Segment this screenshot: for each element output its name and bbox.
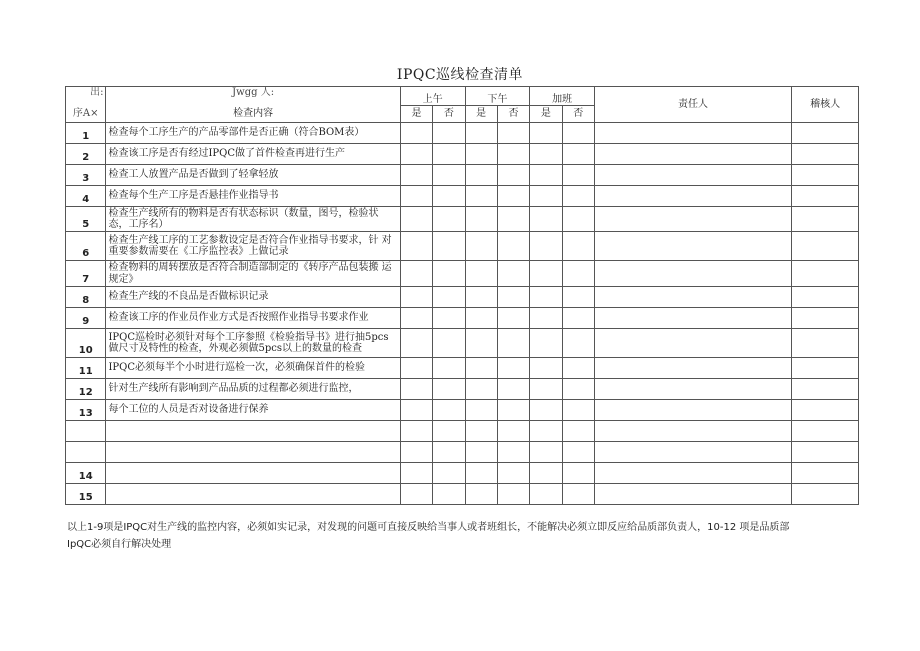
morning-no-cell[interactable] (433, 186, 465, 207)
auditor-cell[interactable] (792, 400, 859, 421)
afternoon-no-cell[interactable] (497, 400, 529, 421)
afternoon-no-header: 否 (497, 106, 529, 123)
overtime-no-cell[interactable] (562, 261, 594, 287)
overtime-yes-cell[interactable] (530, 463, 562, 484)
check-item (106, 484, 400, 505)
table-row (66, 207, 859, 232)
overtime-no-cell[interactable] (562, 421, 594, 442)
check-item: 检查该工序的作业员作业方式是否按照作业指导书要求作业 (106, 308, 400, 329)
inspection-table (65, 86, 859, 505)
auditor-cell[interactable] (792, 379, 859, 400)
afternoon-yes-cell[interactable] (465, 463, 497, 484)
morning-no-cell[interactable] (433, 232, 465, 261)
auditor-cell[interactable] (792, 421, 859, 442)
row-number (66, 421, 106, 442)
afternoon-no-cell[interactable] (497, 379, 529, 400)
row-number: 2 (66, 144, 106, 165)
jwgg-label: Jwgg 人: (106, 87, 400, 106)
overtime-header: 加班 (530, 87, 595, 106)
overtime-yes-cell[interactable] (530, 442, 562, 463)
row-number: 15 (66, 484, 106, 505)
afternoon-no-cell[interactable] (497, 287, 529, 308)
morning-yes-cell[interactable] (400, 144, 432, 165)
row-number: 3 (66, 165, 106, 186)
auditor-cell[interactable] (792, 261, 859, 287)
footer-line-2: IpQC必须自行解决处理 (67, 539, 172, 550)
table-row (66, 329, 859, 358)
morning-yes-cell[interactable] (400, 261, 432, 287)
check-item: 检查物料的周转摆放是否符合制造部制定的《转序产品包装搬 运规定》 (106, 261, 400, 287)
auditor-cell[interactable] (792, 463, 859, 484)
responsible-cell[interactable] (594, 308, 791, 329)
auditor-cell[interactable] (792, 308, 859, 329)
table-row (66, 379, 859, 400)
overtime-no-cell[interactable] (562, 484, 594, 505)
responsible-cell[interactable] (594, 358, 791, 379)
overtime-yes-cell[interactable] (530, 261, 562, 287)
morning-no-cell[interactable] (433, 379, 465, 400)
afternoon-header: 下午 (465, 87, 530, 106)
overtime-yes-cell[interactable] (530, 421, 562, 442)
auditor-cell[interactable] (792, 358, 859, 379)
morning-yes-cell[interactable] (400, 207, 432, 232)
afternoon-no-cell[interactable] (497, 463, 529, 484)
table-row (66, 308, 859, 329)
afternoon-yes-header: 是 (465, 106, 497, 123)
overtime-no-cell[interactable] (562, 379, 594, 400)
morning-no-cell[interactable] (433, 329, 465, 358)
check-item: 检查每个工序生产的产品零部件是否正确（符合BOM表） (106, 123, 400, 144)
morning-yes-header: 是 (400, 106, 432, 123)
overtime-yes-cell[interactable] (530, 144, 562, 165)
morning-no-cell[interactable] (433, 261, 465, 287)
row-number: 10 (66, 329, 106, 358)
check-item: 检查生产线所有的物料是否有状态标识（数量，图号，检验状 态，工序名） (106, 207, 400, 232)
overtime-yes-cell[interactable] (530, 308, 562, 329)
responsible-cell[interactable] (594, 442, 791, 463)
overtime-yes-cell[interactable] (530, 207, 562, 232)
morning-no-cell[interactable] (433, 421, 465, 442)
check-item (106, 442, 400, 463)
row-number (66, 442, 106, 463)
table-row (66, 358, 859, 379)
afternoon-yes-cell[interactable] (465, 379, 497, 400)
auditor-cell[interactable] (792, 123, 859, 144)
overtime-yes-cell[interactable] (530, 400, 562, 421)
overtime-no-cell[interactable] (562, 144, 594, 165)
morning-yes-cell[interactable] (400, 165, 432, 186)
overtime-yes-header: 是 (530, 106, 562, 123)
responsible-cell[interactable] (594, 421, 791, 442)
overtime-yes-cell[interactable] (530, 165, 562, 186)
check-item: 检查该工序是否有经过IPQC做了首件检查再进行生产 (106, 144, 400, 165)
overtime-no-cell[interactable] (562, 400, 594, 421)
responsible-cell[interactable] (594, 484, 791, 505)
morning-yes-cell[interactable] (400, 421, 432, 442)
check-item (106, 421, 400, 442)
afternoon-yes-cell[interactable] (465, 144, 497, 165)
header-row-1 (66, 87, 859, 106)
auditor-cell[interactable] (792, 232, 859, 261)
overtime-yes-cell[interactable] (530, 484, 562, 505)
responsible-cell[interactable] (594, 261, 791, 287)
auditor-cell[interactable] (792, 165, 859, 186)
afternoon-no-cell[interactable] (497, 308, 529, 329)
row-number: 8 (66, 287, 106, 308)
morning-no-header: 否 (433, 106, 465, 123)
row-number: 5 (66, 207, 106, 232)
morning-no-cell[interactable] (433, 400, 465, 421)
morning-yes-cell[interactable] (400, 484, 432, 505)
check-item: 检查每个生产工序是否悬挂作业指导书 (106, 186, 400, 207)
afternoon-no-cell[interactable] (497, 358, 529, 379)
responsible-cell[interactable] (594, 186, 791, 207)
content-header: 检查内容 (106, 106, 400, 123)
footer-note (67, 519, 867, 553)
afternoon-no-cell[interactable] (497, 207, 529, 232)
morning-yes-cell[interactable] (400, 442, 432, 463)
check-item (106, 463, 400, 484)
afternoon-yes-cell[interactable] (465, 232, 497, 261)
auditor-header: 稽核人 (792, 87, 859, 123)
overtime-yes-cell[interactable] (530, 358, 562, 379)
afternoon-yes-cell[interactable] (465, 207, 497, 232)
morning-no-cell[interactable] (433, 463, 465, 484)
afternoon-no-cell[interactable] (497, 144, 529, 165)
table-row (66, 421, 859, 442)
afternoon-yes-cell[interactable] (465, 442, 497, 463)
morning-no-cell[interactable] (433, 144, 465, 165)
row-number: 12 (66, 379, 106, 400)
overtime-no-cell[interactable] (562, 358, 594, 379)
table-row (66, 165, 859, 186)
overtime-no-cell[interactable] (562, 442, 594, 463)
row-number: 7 (66, 261, 106, 287)
overtime-no-cell[interactable] (562, 207, 594, 232)
afternoon-yes-cell[interactable] (465, 400, 497, 421)
auditor-cell[interactable] (792, 186, 859, 207)
row-number: 9 (66, 308, 106, 329)
row-number: 13 (66, 400, 106, 421)
check-item: IPQC必须每半个小时进行巡检一次，必须确保首件的检验 (106, 358, 400, 379)
check-item: IPQC巡检时必须针对每个工序参照《检验指导书》进行抽5pcs 做尺寸及特性的检查，外观必须做5pcs以上的数量的检查 (106, 329, 400, 358)
overtime-yes-cell[interactable] (530, 123, 562, 144)
afternoon-yes-cell[interactable] (465, 358, 497, 379)
afternoon-yes-cell[interactable] (465, 421, 497, 442)
table-row (66, 287, 859, 308)
morning-no-cell[interactable] (433, 207, 465, 232)
check-item: 针对生产线所有影响到产品品质的过程都必须进行监控， (106, 379, 400, 400)
table-row (66, 232, 859, 261)
table-row (66, 442, 859, 463)
overtime-no-cell[interactable] (562, 186, 594, 207)
overtime-no-cell[interactable] (562, 165, 594, 186)
out-label: 出: (66, 87, 106, 106)
afternoon-yes-cell[interactable] (465, 123, 497, 144)
afternoon-no-cell[interactable] (497, 123, 529, 144)
morning-no-cell[interactable] (433, 165, 465, 186)
table-row (66, 186, 859, 207)
overtime-no-cell[interactable] (562, 308, 594, 329)
table-row (66, 261, 859, 287)
morning-no-cell[interactable] (433, 287, 465, 308)
afternoon-no-cell[interactable] (497, 329, 529, 358)
morning-yes-cell[interactable] (400, 329, 432, 358)
table-row (66, 123, 859, 144)
row-number: 1 (66, 123, 106, 144)
afternoon-no-cell[interactable] (497, 165, 529, 186)
responsible-cell[interactable] (594, 144, 791, 165)
check-item: 检查生产线工序的工艺参数设定是否符合作业指导书要求，针 对重要参数需要在《工序监控表》上做记录 (106, 232, 400, 261)
afternoon-no-cell[interactable] (497, 186, 529, 207)
overtime-no-header: 否 (562, 106, 594, 123)
morning-no-cell[interactable] (433, 484, 465, 505)
overtime-yes-cell[interactable] (530, 186, 562, 207)
responsible-cell[interactable] (594, 232, 791, 261)
responsible-cell[interactable] (594, 379, 791, 400)
auditor-cell[interactable] (792, 329, 859, 358)
morning-no-cell[interactable] (433, 358, 465, 379)
table-row (66, 463, 859, 484)
afternoon-no-cell[interactable] (497, 261, 529, 287)
auditor-cell[interactable] (792, 484, 859, 505)
responsible-header: 责任人 (594, 87, 791, 123)
responsible-cell[interactable] (594, 329, 791, 358)
responsible-cell[interactable] (594, 463, 791, 484)
responsible-cell[interactable] (594, 207, 791, 232)
overtime-no-cell[interactable] (562, 232, 594, 261)
overtime-no-cell[interactable] (562, 463, 594, 484)
page-title: IPQC巡线检查清单 (396, 67, 524, 83)
row-number: 14 (66, 463, 106, 484)
afternoon-yes-cell[interactable] (465, 165, 497, 186)
morning-header: 上午 (400, 87, 465, 106)
morning-yes-cell[interactable] (400, 400, 432, 421)
morning-yes-cell[interactable] (400, 308, 432, 329)
morning-no-cell[interactable] (433, 123, 465, 144)
afternoon-no-cell[interactable] (497, 484, 529, 505)
afternoon-yes-cell[interactable] (465, 287, 497, 308)
morning-no-cell[interactable] (433, 308, 465, 329)
responsible-cell[interactable] (594, 287, 791, 308)
morning-yes-cell[interactable] (400, 123, 432, 144)
row-number: 11 (66, 358, 106, 379)
overtime-no-cell[interactable] (562, 123, 594, 144)
morning-no-cell[interactable] (433, 442, 465, 463)
overtime-yes-cell[interactable] (530, 329, 562, 358)
afternoon-yes-cell[interactable] (465, 329, 497, 358)
check-item: 检查生产线的不良品是否做标识记录 (106, 287, 400, 308)
morning-yes-cell[interactable] (400, 232, 432, 261)
row-number: 6 (66, 232, 106, 261)
afternoon-no-cell[interactable] (497, 421, 529, 442)
overtime-yes-cell[interactable] (530, 287, 562, 308)
overtime-no-cell[interactable] (562, 329, 594, 358)
responsible-cell[interactable] (594, 123, 791, 144)
afternoon-yes-cell[interactable] (465, 261, 497, 287)
morning-yes-cell[interactable] (400, 287, 432, 308)
table-row (66, 400, 859, 421)
responsible-cell[interactable] (594, 165, 791, 186)
check-item: 每个工位的人员是否对设备进行保养 (106, 400, 400, 421)
auditor-cell[interactable] (792, 442, 859, 463)
check-item: 检查工人放置产品是否做到了轻拿轻放 (106, 165, 400, 186)
overtime-no-cell[interactable] (562, 287, 594, 308)
overtime-yes-cell[interactable] (530, 232, 562, 261)
morning-yes-cell[interactable] (400, 186, 432, 207)
auditor-cell[interactable] (792, 207, 859, 232)
auditor-cell[interactable] (792, 287, 859, 308)
responsible-cell[interactable] (594, 400, 791, 421)
footer-line-1: 以上1-9项是IPQC对生产线的监控内容，必须如实记录，对发现的问题可直接反映给当事人或者班组长，不能解决必须立即反应给品质部负责人，10-12 项是品质部 (67, 522, 790, 533)
morning-yes-cell[interactable] (400, 379, 432, 400)
overtime-yes-cell[interactable] (530, 379, 562, 400)
afternoon-no-cell[interactable] (497, 442, 529, 463)
seq-header: 序A× (66, 106, 106, 123)
table-row (66, 144, 859, 165)
row-number: 4 (66, 186, 106, 207)
afternoon-no-cell[interactable] (497, 232, 529, 261)
morning-yes-cell[interactable] (400, 463, 432, 484)
afternoon-yes-cell[interactable] (465, 484, 497, 505)
auditor-cell[interactable] (792, 144, 859, 165)
afternoon-yes-cell[interactable] (465, 308, 497, 329)
morning-yes-cell[interactable] (400, 358, 432, 379)
afternoon-yes-cell[interactable] (465, 186, 497, 207)
table-row (66, 484, 859, 505)
